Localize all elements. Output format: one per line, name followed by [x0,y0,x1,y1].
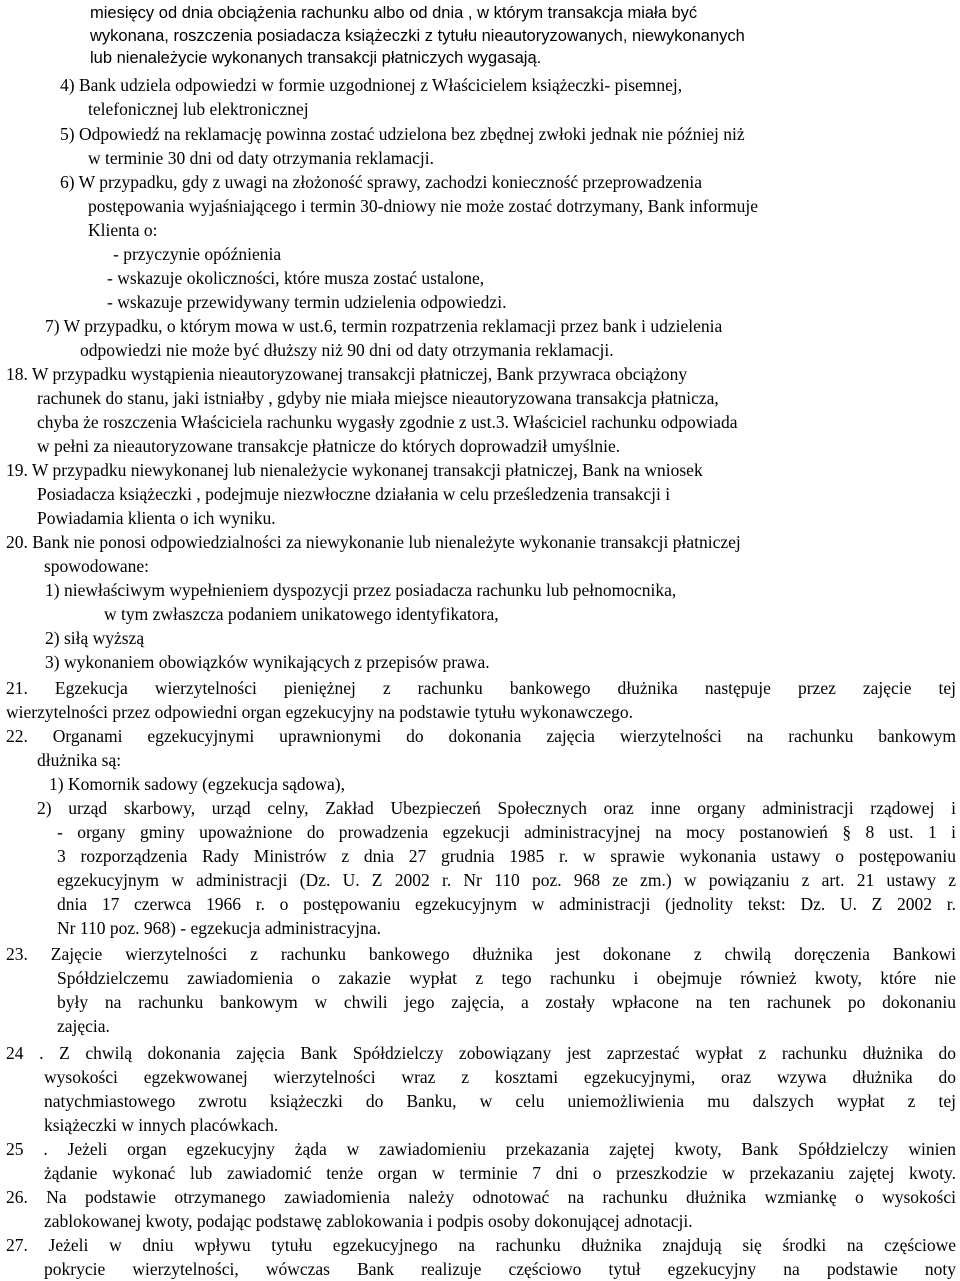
text-line: wysokości egzekwowanej wierzytelności wraz z kosztami egzekucyjnymi, oraz wzywa dłużnika do [44,1067,956,1087]
text-line: pokrycie wierzytelności, wówczas Bank realizuje częściowo tytuł egzekucyjny na podstawie noty [44,1259,956,1279]
text-line: lub nienależycie wykonanych transakcji płatniczych wygasają. [90,49,542,67]
text-line: 3 rozporządzenia Rady Ministrów z dnia 27 grudnia 1985 r. w sprawie wykonania ustawy o postępowaniu [57,846,956,866]
text-line: dnia 17 czerwca 1966 r. o postępowaniu egzekucyjnym w administracji (jednolity tekst: Dz. U. Z 2002 r. [57,894,956,914]
list-item-2: 2) siłą wyższą [45,628,145,648]
section-26: 26. Na podstawie otrzymanego zawiadomienia należy odnotować na rachunku dłużnika wzmiankę o wysokości [6,1187,956,1207]
section-20: 20. Bank nie ponosi odpowiedzialności za niewykonanie lub nienależyte wykonanie transakcji płatniczej [6,532,741,552]
section-21: 21. Egzekucja wierzytelności pieniężnej z rachunku bankowego dłużnika następuje przez zajęcie tej [6,678,956,698]
text-line: egzekucyjnym w administracji (Dz. U. Z 2002 r. Nr 110 poz. 968 ze zm.) w powiązaniu z art. 21 ustawy z [57,870,956,890]
text-line: miesięcy od dnia obciążenia rachunku albo od dnia , w którym transakcja miała być [90,4,698,22]
text-line: rachunek do stanu, jaki istniałby , gdyby nie miała miejsce nieautoryzowana transakcja płatnicza, [37,388,719,408]
text-line: wykonana, roszczenia posiadacza książeczki z tytułu nieautoryzowanych, niewykonanych [90,27,745,45]
text-line: postępowania wyjaśniającego i termin 30-dniowy nie może zostać dotrzymany, Bank informuje [88,196,758,216]
text-line: telefonicznej lub elektronicznej [88,99,309,119]
text-line: Powiadamia klienta o ich wyniku. [37,508,276,528]
list-item-6: 6) W przypadku, gdy z uwagi na złożoność sprawy, zachodzi konieczność przeprowadzenia [60,172,703,192]
text-line: spowodowane: [44,556,149,576]
list-item-7: 7) W przypadku, o którym mowa w ust.6, termin rozpatrzenia reklamacji przez bank i udzielenia [45,316,723,336]
text-line: wierzytelności przez odpowiedni organ egzekucyjny na podstawie tytułu wykonawczego. [6,702,634,722]
text-line: w tym zwłaszcza podaniem unikatowego identyfikatora, [104,604,499,624]
text-line: natychmiastowego zwrotu książeczki do Banku, w celu uniemożliwienia mu dalszych wypłat z tej [44,1091,956,1111]
text-line: w terminie 30 dni od daty otrzymania reklamacji. [88,148,435,168]
list-item-3: 3) wykonaniem obowiązków wynikających z przepisów prawa. [45,652,490,672]
list-item-1: 1) niewłaściwym wypełnieniem dyspozycji przez posiadacza rachunku lub pełnomocnika, [45,580,677,600]
list-item-2: 2) urząd skarbowy, urząd celny, Zakład Ubezpieczeń Społecznych oraz inne organy administracji rządowej i [37,798,956,818]
text-line: w pełni za nieautoryzowane transakcje płatnicze do których doprowadził umyślnie. [37,436,621,456]
text-line: chyba że roszczenia Właściciela rachunku wygasły zgodnie z ust.3. Właściciel rachunku odpowiada [37,412,738,432]
text-line: książeczki w innych placówkach. [44,1115,279,1135]
section-25: 25 . Jeżeli organ egzekucyjny żąda w zawiadomieniu przekazania zajętej kwoty, Bank Spółdzielczy winien [6,1139,956,1159]
text-line: żądanie wykonać lub zawiadomić tenże organ w terminie 7 dni o przeszkodzie w przekazaniu zajętej kwoty. [44,1163,956,1183]
section-23: 23. Zajęcie wierzytelności z rachunku bankowego dłużnika jest dokonane z chwilą doręczenia Bankowi [6,944,956,964]
text-line: zablokowanej kwoty, podając podstawę zablokowania i podpis osoby dokonującej adnotacji. [44,1211,693,1231]
text-line: Posiadacza książeczki , podejmuje niezwłoczne działania w celu prześledzenia transakcji i [37,484,671,504]
text-line: dłużnika są: [37,750,122,770]
list-item-dash: - wskazuje przewidywany termin udzielenia odpowiedzi. [107,292,507,312]
list-item-1: 1) Komornik sadowy (egzekucja sądowa), [49,774,345,794]
section-18: 18. W przypadku wystąpienia nieautoryzowanej transakcji płatniczej, Bank przywraca obciążony [6,364,688,384]
section-24: 24 . Z chwilą dokonania zajęcia Bank Spółdzielczy zobowiązany jest zaprzestać wypłat z rachunku dłużnika do [6,1043,956,1063]
list-item-dash: - wskazuje okoliczności, które musza zostać ustalone, [107,268,485,288]
text-line: - organy gminy upoważnione do prowadzenia egzekucji administracyjnej na mocy postanowień § 8 ust. 1 i [57,822,956,842]
text-line: Spółdzielczemu zawiadomienia o zakazie wypłat z tego rachunku i obejmuje również kwoty, które nie [57,968,956,988]
text-line: Klienta o: [88,220,158,240]
list-item-5: 5) Odpowiedź na reklamację powinna zostać udzielona bez zbędnej zwłoki jednak nie później niż [60,124,745,144]
list-item-4: 4) Bank udziela odpowiedzi w formie uzgodnionej z Właścicielem książeczki- pisemnej, [60,75,683,95]
list-item-dash: - przyczynie opóźnienia [113,244,282,264]
text-line: zajęcia. [57,1016,110,1036]
section-22: 22. Organami egzekucyjnymi uprawnionymi do dokonania zajęcia wierzytelności na rachunku bankowym [6,726,956,746]
text-line: Nr 110 poz. 968) - egzekucja administracyjna. [57,918,381,938]
text-line: odpowiedzi nie może być dłuższy niż 90 dni od daty otrzymania reklamacji. [80,340,614,360]
section-19: 19. W przypadku niewykonanej lub nienależycie wykonanej transakcji płatniczej, Bank na wniosek [6,460,703,480]
text-line: były na rachunku bankowym w chwili jego zajęcia, a zostały wpłacone na ten rachunek po dokonaniu [57,992,956,1012]
section-27: 27. Jeżeli w dniu wpływu tytułu egzekucyjnego na rachunku dłużnika znajdują się środki na częściowe [6,1235,956,1255]
